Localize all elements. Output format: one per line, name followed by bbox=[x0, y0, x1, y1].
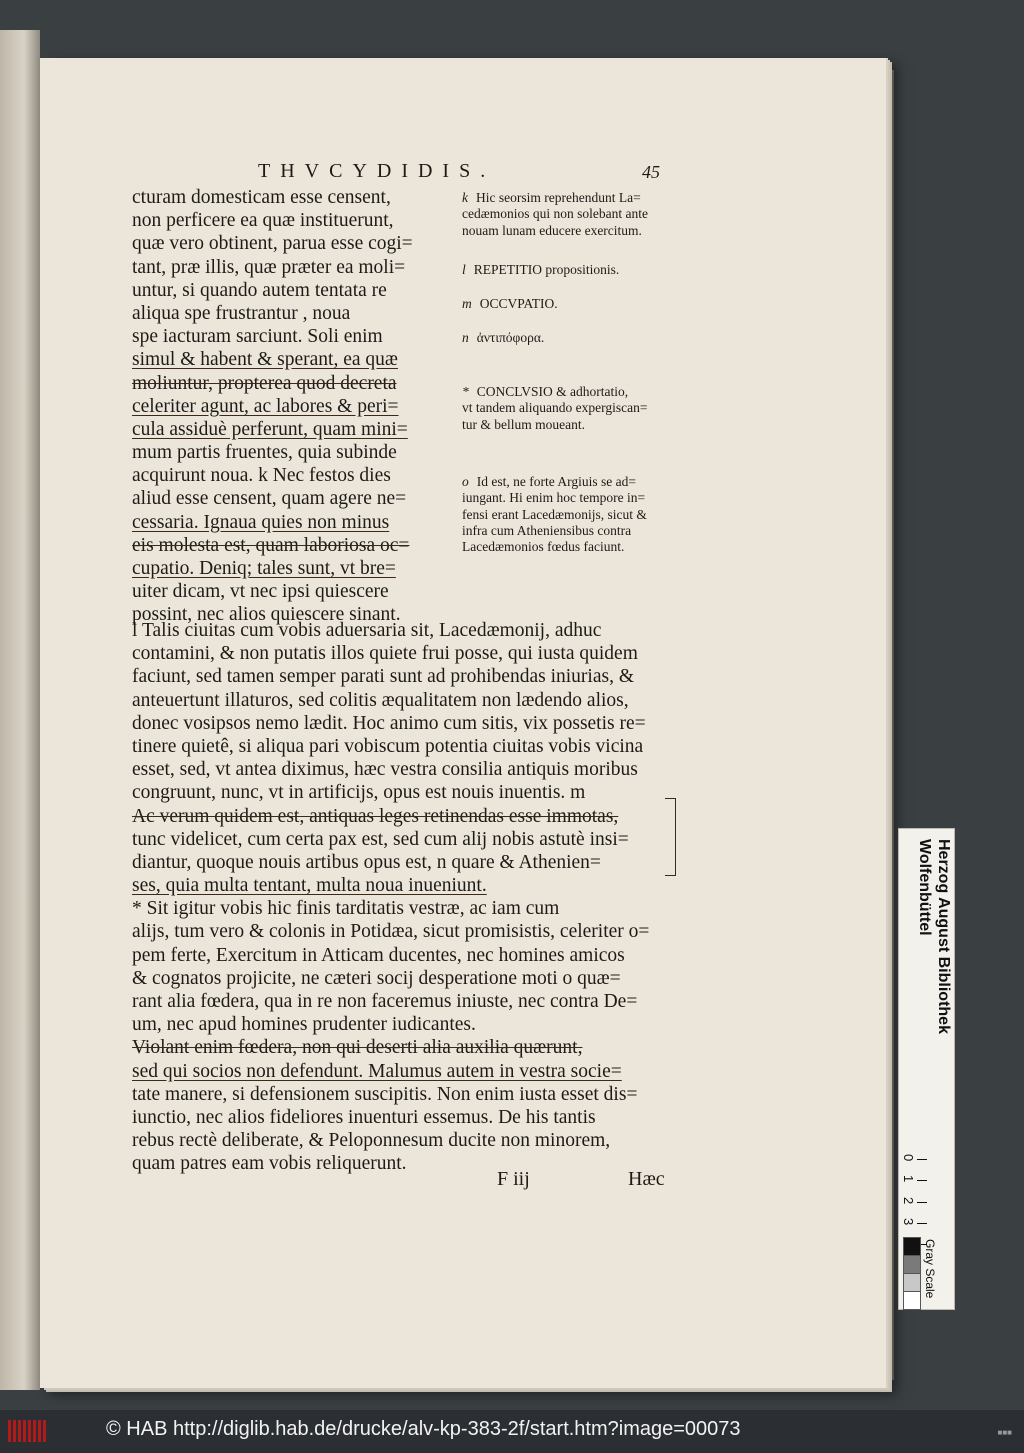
note-marker: l bbox=[462, 262, 466, 277]
note-line bbox=[462, 262, 687, 278]
scale-number: 0 bbox=[901, 1154, 916, 1162]
text-line: tunc videlicet, cum certa pax est, sed cum alij nobis astutè insi= bbox=[132, 828, 629, 850]
library-name-line: Herzog August Bibliothek bbox=[935, 839, 952, 1034]
note-text: Id est, ne forte Argiuis se ad= bbox=[476, 474, 636, 489]
text-line: contamini, & non putatis illos quiete frui posse, qui iusta quidem bbox=[132, 643, 638, 665]
scale-tick bbox=[917, 1202, 927, 1203]
running-head: THVCYDIDIS. bbox=[258, 160, 496, 182]
logo-bar bbox=[13, 1420, 16, 1442]
note-line bbox=[462, 539, 687, 555]
note-text: infra cum Atheniensibus contra bbox=[462, 522, 632, 538]
text-line: spe iacturam sarciunt. Soli enim bbox=[132, 326, 383, 348]
text-line: alijs, tum vero & colonis in Potidæa, sicut promisistis, celeriter o= bbox=[132, 921, 650, 943]
text-line: rebus rectè deliberate, & Peloponnesum ducite non minorem, bbox=[132, 1130, 611, 1152]
note-marker: n bbox=[462, 330, 469, 345]
text-line: faciunt, sed tamen semper parati sunt ad prohibendas iniurias, & bbox=[132, 666, 634, 688]
text-line: Violant enim fœdera, non qui deserti alia auxilia quærunt, bbox=[132, 1037, 583, 1059]
text-line: donec vosipsos nemo lædit. Hoc animo cum sitis, vix possetis re= bbox=[132, 712, 646, 734]
scale-tick bbox=[917, 1223, 927, 1224]
note-text: iungant. Hi enim hoc tempore in= bbox=[462, 490, 646, 506]
text-line: non perficere ea quæ instituerunt, bbox=[132, 210, 394, 232]
marginal-note bbox=[462, 384, 687, 433]
text-line: & cognatos projicite, ne cæteri socij desperatione moti o quæ= bbox=[132, 967, 621, 989]
gray-swatch bbox=[903, 1237, 921, 1256]
logo-bar bbox=[43, 1420, 46, 1442]
hab-logo-icon bbox=[8, 1418, 48, 1444]
note-line bbox=[462, 190, 687, 206]
text-line: tant, præ illis, quæ præter ea moli= bbox=[132, 256, 406, 278]
scale-number: 3 bbox=[901, 1218, 916, 1226]
library-name bbox=[916, 839, 953, 1139]
note-marker: m bbox=[462, 296, 472, 311]
text-line: quam patres eam vobis reliquerunt. bbox=[132, 1153, 407, 1175]
note-line bbox=[462, 400, 687, 416]
library-name-line: Wolfenbüttel bbox=[916, 839, 933, 936]
text-line: l Talis ciuitas cum vobis aduersaria sit, Lacedæmonij, adhuc bbox=[132, 620, 602, 641]
footer-credit[interactable]: © HAB http://diglib.hab.de/drucke/alv-kp-383-2f/start.htm?image=00073 bbox=[106, 1418, 741, 1440]
signature-mark: F iij bbox=[497, 1168, 530, 1190]
main-text-column bbox=[132, 186, 432, 627]
note-text: cedæmonios qui non solebant ante bbox=[462, 206, 648, 222]
text-line: iunctio, nec alios fideliores inuenturi essemus. De his tantis bbox=[132, 1106, 596, 1128]
text-line: mum partis fruentes, quia subinde bbox=[132, 442, 397, 464]
note-line bbox=[462, 474, 687, 490]
scale-number: 1 bbox=[901, 1175, 916, 1183]
text-line: moliuntur, propterea quod decreta bbox=[132, 372, 397, 394]
note-line bbox=[462, 296, 687, 312]
note-text: Hic seorsim reprehendunt La= bbox=[476, 190, 641, 205]
footer-mark: ■■■ bbox=[997, 1428, 1012, 1437]
text-line: congruunt, nunc, vt in artificijs, opus est nouis inuentis. m bbox=[132, 782, 586, 804]
logo-bar bbox=[18, 1420, 21, 1442]
gray-scale-label: Gray Scale bbox=[923, 1239, 937, 1299]
note-line bbox=[462, 417, 687, 433]
marginal-note bbox=[462, 262, 687, 278]
text-line: acquirunt noua. k Nec festos dies bbox=[132, 465, 391, 487]
text-line: anteuertunt illaturos, sed colitis æqualitatem non lædendo alios, bbox=[132, 689, 629, 711]
note-marker: k bbox=[462, 190, 468, 205]
note-text: fensi erant Lacedæmonijs, sicut & bbox=[462, 506, 647, 522]
text-line: eis molesta est, quam laboriosa oc= bbox=[132, 534, 410, 556]
text-line: esset, sed, vt antea diximus, hæc vestra consilia antiquis moribus bbox=[132, 759, 638, 781]
text-line: tate manere, si defensionem suscipitis. Non enim iusta esset dis= bbox=[132, 1083, 638, 1105]
facing-page-edge bbox=[0, 30, 40, 1390]
note-text: CONCLVSIO & adhortatio, bbox=[476, 384, 629, 399]
logo-bar bbox=[38, 1420, 41, 1442]
page-fore-edge bbox=[886, 70, 894, 1380]
text-line: diantur, quoque nouis artibus opus est, n quare & Athenien= bbox=[132, 851, 601, 873]
gray-swatch bbox=[903, 1291, 921, 1310]
note-marker: o bbox=[462, 474, 469, 489]
text-line: ses, quia multa tentant, multa noua inueniunt. bbox=[132, 875, 487, 897]
note-line bbox=[462, 223, 687, 239]
note-marker: * bbox=[462, 384, 469, 399]
text-line: possint, nec alios quiescere sinant. bbox=[132, 604, 401, 626]
text-line: sed qui socios non defendunt. Malumus autem in vestra socie= bbox=[132, 1060, 622, 1082]
text-line: rant alia fœdera, qua in re non faceremus iniuste, nec contra De= bbox=[132, 991, 638, 1012]
ink-bracket-mark bbox=[665, 798, 676, 876]
note-line bbox=[462, 507, 687, 523]
note-line bbox=[462, 490, 687, 506]
note-text: REPETITIO propositionis. bbox=[473, 262, 620, 277]
note-text: OCCVPATIO. bbox=[479, 296, 558, 311]
note-line bbox=[462, 384, 687, 400]
marginal-note bbox=[462, 296, 687, 312]
text-line: quæ vero obtinent, parua esse cogi= bbox=[132, 233, 413, 255]
note-text: ἀντιπόφορα. bbox=[476, 330, 545, 345]
gray-swatch bbox=[903, 1273, 921, 1292]
text-line: aliud esse censent, quam agere ne= bbox=[132, 488, 407, 510]
logo-bar bbox=[23, 1420, 26, 1442]
text-line: * Sit igitur vobis hic finis tarditatis vestræ, ac iam cum bbox=[132, 898, 560, 920]
marginal-note bbox=[462, 474, 687, 555]
text-line: tinere quietê, si aliqua pari vobiscum potentia ciuitas vobis vicina bbox=[132, 735, 644, 757]
scale-tick bbox=[917, 1159, 927, 1160]
logo-bar bbox=[33, 1420, 36, 1442]
color-scale-ruler bbox=[898, 828, 955, 1310]
page-number: 45 bbox=[642, 162, 660, 182]
text-line: cessaria. Ignaua quies non minus bbox=[132, 511, 390, 533]
scale-number: 2 bbox=[901, 1197, 916, 1205]
scale-tick bbox=[917, 1180, 927, 1181]
note-line bbox=[462, 330, 687, 346]
note-line bbox=[462, 523, 687, 539]
note-text: nouam lunam educere exercitum. bbox=[462, 222, 642, 238]
marginal-note bbox=[462, 330, 687, 346]
note-text: vt tandem aliquando expergiscan= bbox=[462, 400, 648, 416]
catchword: Hæc bbox=[628, 1168, 665, 1190]
text-line: simul & habent & sperant, ea quæ bbox=[132, 349, 398, 371]
footer-bar bbox=[0, 1410, 1024, 1453]
text-line: untur, si quando autem tentata re bbox=[132, 279, 387, 301]
text-line: um, nec apud homines prudenter iudicantes. bbox=[132, 1014, 476, 1036]
text-line: Ac verum quidem est, antiquas leges retinendas esse immotas, bbox=[132, 805, 619, 827]
text-line: cturam domesticam esse censent, bbox=[132, 187, 391, 208]
text-line: uiter dicam, vt nec ipsi quiescere bbox=[132, 581, 389, 603]
note-text: Lacedæmonios fœdus faciunt. bbox=[462, 539, 625, 555]
gray-swatch bbox=[903, 1255, 921, 1274]
marginal-note bbox=[462, 190, 687, 239]
logo-bar bbox=[28, 1420, 31, 1442]
note-line bbox=[462, 206, 687, 222]
text-line: aliqua spe frustrantur , noua bbox=[132, 302, 351, 324]
text-line: cupatio. Deniq; tales sunt, vt bre= bbox=[132, 558, 396, 579]
text-line: pem ferte, Exercitum in Atticam ducentes, nec homines amicos bbox=[132, 944, 625, 966]
full-width-text bbox=[132, 619, 677, 1176]
text-line: celeriter agunt, ac labores & peri= bbox=[132, 395, 399, 417]
note-text: tur & bellum moueant. bbox=[462, 416, 585, 432]
logo-bar bbox=[8, 1420, 11, 1442]
text-line: cula assiduè perferunt, quam mini= bbox=[132, 418, 408, 440]
